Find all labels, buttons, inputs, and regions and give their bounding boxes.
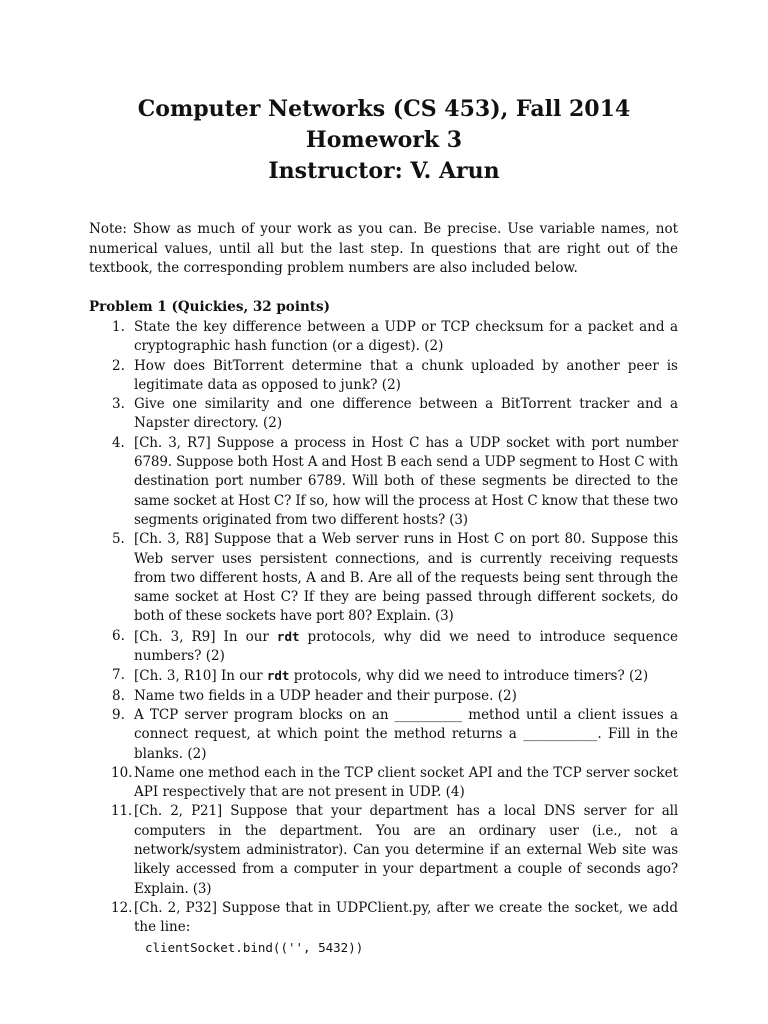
list-item xyxy=(89,802,678,898)
list-item xyxy=(89,764,678,803)
list-item xyxy=(89,706,678,764)
question-number: 9. xyxy=(112,706,125,723)
question-number: 12. xyxy=(111,899,133,916)
instructor-title: Instructor: V. Arun xyxy=(268,158,500,184)
course-title: Computer Networks (CS 453), Fall 2014 xyxy=(137,96,631,122)
question-number: 5. xyxy=(112,531,125,548)
document-title xyxy=(0,94,768,187)
homework-title: Homework 3 xyxy=(305,127,463,153)
code-term: rdt xyxy=(266,668,290,684)
question-number: 4. xyxy=(112,434,125,451)
question-number: 10. xyxy=(111,764,133,781)
question-list xyxy=(89,318,678,957)
question-text: [Ch. 3, R7] Suppose a process in Host C has a UDP socket with port number 6789. Suppose both Host A and Host B each send a UDP segment to Host C with destination port number 6789. Will both of these segments be directed to the same socket at Host C? If so, how will the process at Host C know that these two segments originated from two different hosts? (3) xyxy=(134,434,678,528)
question-text: Give one similarity and one difference between a BitTorrent tracker and a Napster directory. (2) xyxy=(134,396,678,432)
list-item xyxy=(89,530,678,626)
problem-heading: Problem 1 (Quickies, 32 points) xyxy=(89,299,330,315)
question-text: A TCP server program blocks on an __________ method until a client issues a connect request, at which point the method returns a ___________. Fill in the blanks. (2) xyxy=(134,706,678,762)
question-number: 11. xyxy=(111,803,133,820)
question-number: 1. xyxy=(112,319,125,335)
list-item xyxy=(89,666,678,686)
instructions-note: Note: Show as much of your work as you can. Be precise. Use variable names, not numerical values, until all but the last step. In questions that are right out of the textbook, the corresponding problem numbers are also included below. xyxy=(89,221,678,276)
question-text: Name two fields in a UDP header and their purpose. (2) xyxy=(134,687,517,704)
question-text: State the key difference between a UDP or TCP checksum for a packet and a cryptographic hash function (or a digest). (2) xyxy=(134,319,678,355)
question-text-post: protocols, why did we need to introduce sequence numbers? (2) xyxy=(134,628,678,665)
list-item xyxy=(89,395,678,434)
question-number: 6. xyxy=(112,627,125,644)
question-text: [Ch. 3, R8] Suppose that a Web server runs in Host C on port 80. Suppose this Web server uses persistent connections, and is currently receiving requests from two different hosts, A and B. Are all of the requests being sent through the same socket at Host C? If they are being passed through different sockets, do both of these sockets have port 80? Explain. (3) xyxy=(134,531,678,625)
list-item xyxy=(89,434,678,530)
question-number: 7. xyxy=(112,667,125,684)
question-number: 2. xyxy=(112,357,125,374)
question-number: 8. xyxy=(112,687,125,704)
question-text-pre: [Ch. 3, R9] In our xyxy=(134,628,277,645)
question-text-pre: [Ch. 3, R10] In our xyxy=(134,668,267,685)
question-number: 3. xyxy=(112,396,125,413)
code-term: rdt xyxy=(276,628,300,644)
question-text: How does BitTorrent determine that a chunk uploaded by another peer is legitimate data as opposed to junk? (2) xyxy=(134,357,678,393)
question-text: Name one method each in the TCP client socket API and the TCP server socket API respectively that are not present in UDP. (4) xyxy=(134,764,678,801)
question-text-post: protocols, why did we need to introduce timers? (2) xyxy=(289,668,649,685)
list-item xyxy=(89,687,678,706)
code-snippet: clientSocket.bind(('', 5432)) xyxy=(145,939,364,955)
list-item xyxy=(89,357,678,396)
question-text: [Ch. 2, P32] Suppose that in UDPClient.py, after we create the socket, we add the line: xyxy=(134,899,678,936)
list-item xyxy=(89,627,678,667)
question-text: [Ch. 2, P21] Suppose that your department has a local DNS server for all computers in the department. You are an ordinary user (i.e., not a network/system administrator). Can you determine if an external Web site was likely accessed from a computer in your department a couple of seconds ago? Explain. (3) xyxy=(134,803,678,897)
list-item xyxy=(89,899,678,957)
list-item xyxy=(89,318,678,357)
